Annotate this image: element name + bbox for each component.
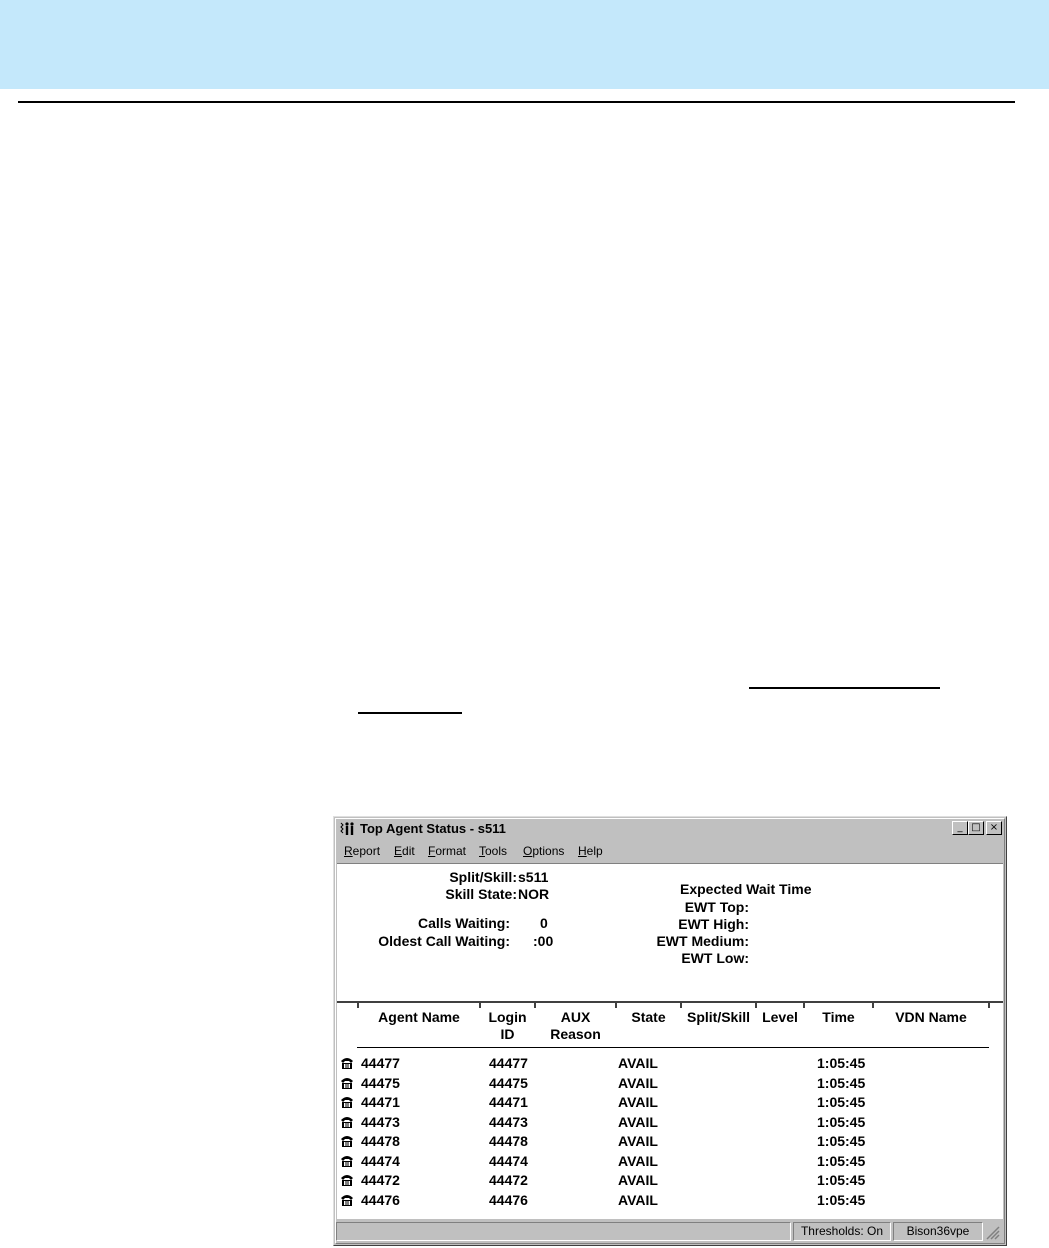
menu-format[interactable]: Format: [428, 844, 467, 858]
state-cell: AVAIL: [618, 1133, 658, 1149]
hyperlink-underline[interactable]: [358, 712, 462, 714]
column-header-agent-name[interactable]: Agent Name: [378, 1009, 460, 1025]
agent-name-cell: 44472: [361, 1172, 400, 1188]
hyperlink-underline[interactable]: [749, 687, 940, 689]
column-divider[interactable]: [803, 1003, 805, 1008]
menu-bar: [336, 841, 1002, 861]
agent-table: [337, 1001, 1003, 1219]
agent-name-cell: 44473: [361, 1113, 400, 1130]
column-divider[interactable]: [680, 1003, 682, 1008]
column-header-split-skill[interactable]: Split/Skill: [686, 1009, 750, 1025]
menu-tools[interactable]: Tools: [479, 844, 508, 858]
agent-name-cell: 44476: [361, 1191, 400, 1208]
split-skill-label: Split/Skill:: [449, 869, 517, 885]
ewt-high-label: EWT High:: [678, 916, 749, 932]
agent-name-cell: 44477: [361, 1055, 400, 1071]
time-cell: 1:05:45: [817, 1094, 866, 1110]
table-row[interactable]: [337, 1113, 1003, 1132]
phone-icon: [339, 1133, 355, 1149]
time-cell: 1:05:45: [817, 1172, 866, 1188]
menu-report[interactable]: Report: [344, 844, 381, 858]
agent-status-icon: [339, 821, 355, 837]
time-cell: 1:05:45: [817, 1074, 866, 1091]
login-id-cell: 44472: [489, 1172, 528, 1188]
top-agent-status-window: [333, 816, 1007, 1246]
server-status: Bison36vpe: [893, 1222, 983, 1241]
login-id-cell: 44477: [489, 1055, 528, 1071]
ewt-top-label: EWT Top:: [684, 899, 749, 915]
phone-icon: [339, 1055, 355, 1071]
table-row[interactable]: [337, 1093, 1003, 1112]
page-header-banner: [0, 0, 1049, 89]
login-id-cell: 44476: [489, 1191, 528, 1208]
column-divider[interactable]: [872, 1003, 874, 1008]
ewt-medium-label: EWT Medium:: [656, 933, 749, 949]
column-divider[interactable]: [755, 1003, 757, 1008]
phone-icon: [339, 1172, 355, 1188]
table-row[interactable]: [337, 1171, 1003, 1190]
status-bar: [336, 1220, 1002, 1242]
state-cell: AVAIL: [618, 1055, 658, 1071]
time-cell: 1:05:45: [817, 1113, 866, 1130]
close-button[interactable]: ×: [986, 821, 1002, 835]
split-skill-value: s511: [518, 869, 549, 885]
table-row[interactable]: [337, 1074, 1003, 1093]
state-cell: AVAIL: [618, 1113, 658, 1130]
calls-waiting-value: 0: [540, 915, 548, 931]
column-header-vdn-name[interactable]: VDN Name: [895, 1009, 967, 1025]
column-header-level[interactable]: Level: [762, 1009, 798, 1025]
agent-name-cell: 44474: [361, 1152, 400, 1169]
oldest-call-waiting-label: Oldest Call Waiting:: [378, 933, 510, 949]
maximize-button[interactable]: □: [968, 821, 984, 835]
agent-name-cell: 44471: [361, 1094, 400, 1110]
column-header-time[interactable]: Time: [822, 1009, 855, 1025]
column-header-aux-line1: AUX: [560, 1009, 591, 1025]
phone-icon: [339, 1114, 355, 1130]
table-row[interactable]: [337, 1054, 1003, 1073]
phone-icon: [339, 1094, 355, 1110]
login-id-cell: 44473: [489, 1113, 528, 1130]
menu-edit[interactable]: Edit: [394, 844, 415, 858]
time-cell: 1:05:45: [817, 1152, 866, 1169]
agent-name-cell: 44475: [361, 1074, 400, 1091]
phone-icon: [339, 1075, 355, 1091]
summary-panel: [337, 863, 1003, 1002]
minimize-button[interactable]: _: [952, 821, 968, 835]
column-divider[interactable]: [479, 1003, 481, 1008]
column-header-state[interactable]: State: [631, 1009, 666, 1025]
state-cell: AVAIL: [618, 1094, 658, 1110]
state-cell: AVAIL: [618, 1152, 658, 1169]
table-row[interactable]: [337, 1132, 1003, 1151]
column-divider[interactable]: [357, 1003, 359, 1008]
time-cell: 1:05:45: [817, 1191, 866, 1208]
table-row[interactable]: [337, 1191, 1003, 1210]
header-underline: [357, 1047, 989, 1048]
column-header-login-id[interactable]: [481, 1009, 534, 1043]
skill-state-label: Skill State:: [445, 886, 517, 902]
login-id-cell: 44474: [489, 1152, 528, 1169]
skill-state-value: NOR: [518, 886, 550, 902]
menu-options[interactable]: Options: [523, 844, 565, 858]
header-rule: [18, 101, 1015, 103]
state-cell: AVAIL: [618, 1074, 658, 1091]
state-cell: AVAIL: [618, 1191, 658, 1208]
column-divider[interactable]: [534, 1003, 536, 1008]
oldest-call-waiting-value: :00: [533, 933, 554, 949]
column-header-login-id-line2: ID: [500, 1026, 515, 1042]
phone-icon: [339, 1153, 355, 1169]
thresholds-status: Thresholds: On: [793, 1222, 891, 1241]
time-cell: 1:05:45: [817, 1133, 866, 1149]
login-id-cell: 44471: [489, 1094, 528, 1110]
agent-name-cell: 44478: [361, 1133, 400, 1149]
column-header-aux-line2: Reason: [550, 1026, 601, 1042]
time-cell: 1:05:45: [817, 1055, 866, 1071]
ewt-low-label: EWT Low:: [681, 950, 749, 966]
column-header-login-id-line1: Login: [488, 1009, 527, 1025]
calls-waiting-label: Calls Waiting:: [417, 915, 510, 931]
column-header-aux-reason[interactable]: [536, 1009, 615, 1043]
table-row[interactable]: [337, 1152, 1003, 1171]
column-divider[interactable]: [615, 1003, 617, 1008]
phone-icon: [339, 1192, 355, 1208]
login-id-cell: 44478: [489, 1133, 528, 1149]
login-id-cell: 44475: [489, 1074, 528, 1091]
status-pane-empty: [336, 1222, 791, 1241]
menu-help[interactable]: Help: [578, 844, 603, 858]
title-bar[interactable]: [336, 819, 1002, 839]
expected-wait-time-title: Expected Wait Time: [680, 881, 812, 897]
column-divider[interactable]: [988, 1003, 990, 1008]
state-cell: AVAIL: [618, 1172, 658, 1188]
window-title: Top Agent Status - s511: [360, 821, 506, 836]
resize-grip-icon[interactable]: [986, 1226, 1000, 1240]
